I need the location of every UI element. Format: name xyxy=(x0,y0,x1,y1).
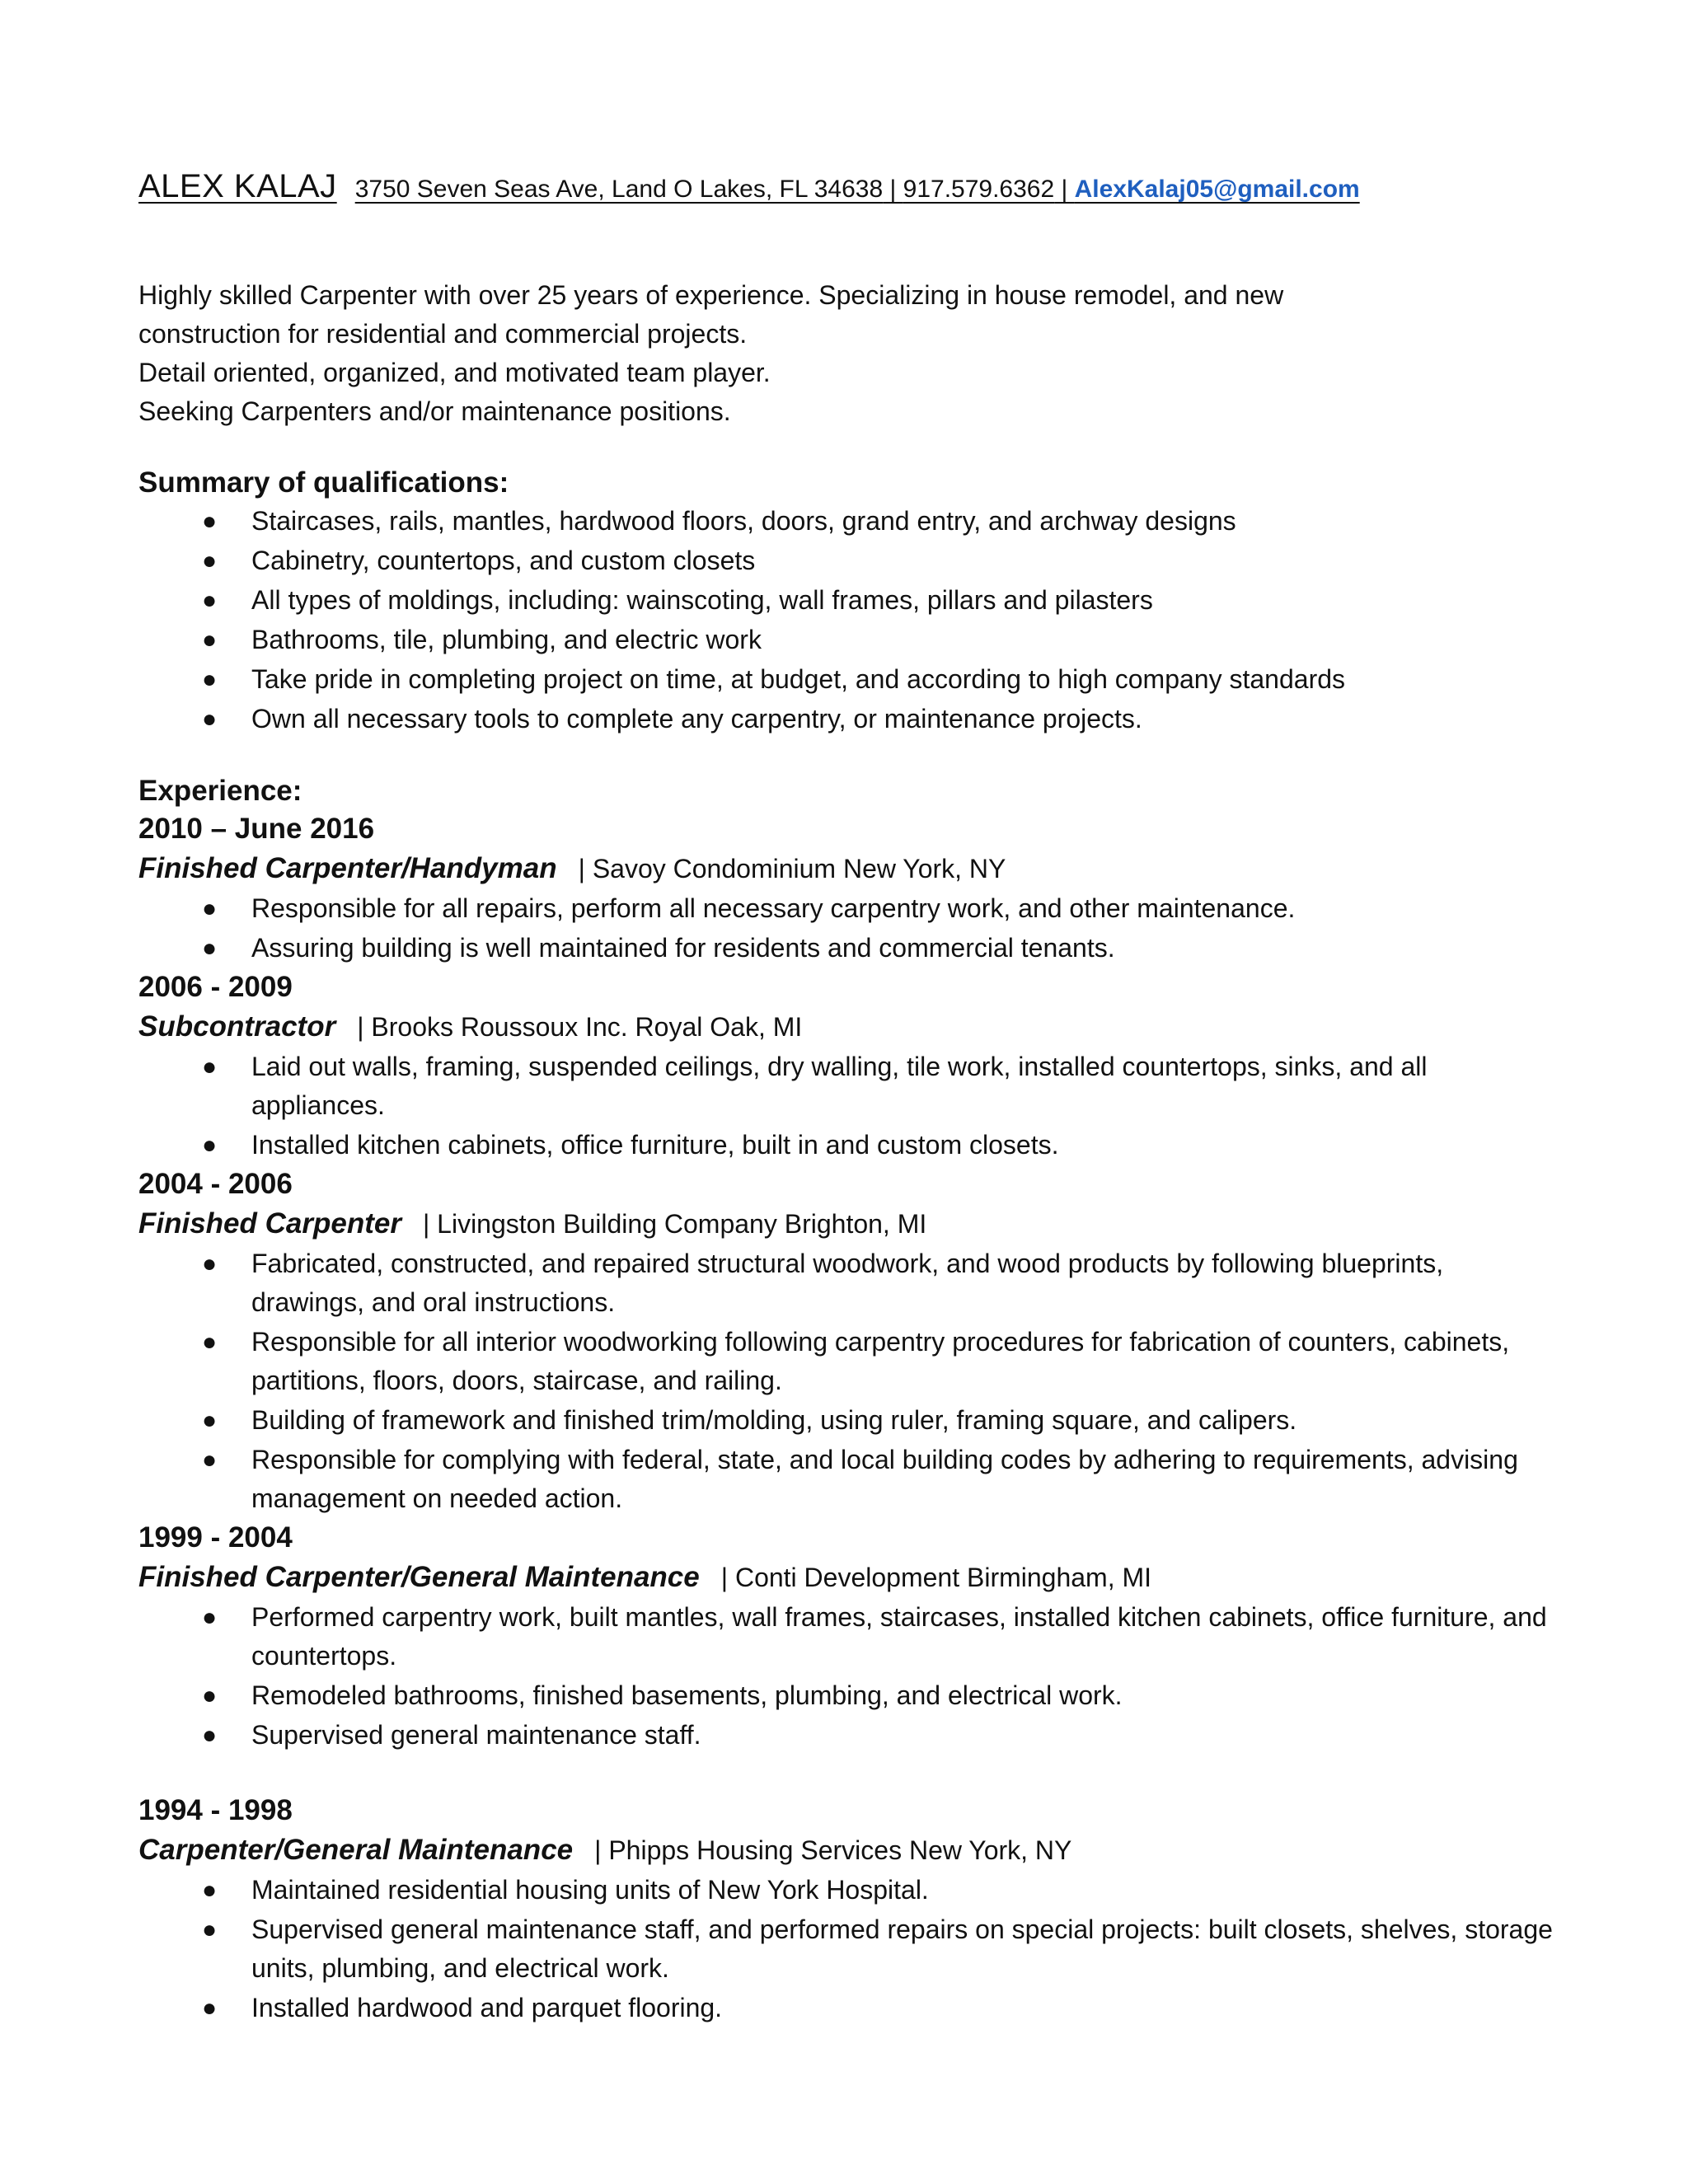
separator: | xyxy=(1054,176,1075,203)
bullet-icon: ● xyxy=(202,1407,218,1434)
duty-item xyxy=(202,1047,1556,1126)
job-entry xyxy=(138,810,1556,968)
duty-text: Supervised general maintenance staff, and performed repairs on special projects: built closets, shelves, storage units, plumbing, and electrical work. xyxy=(251,1915,1553,1983)
qualifications-list xyxy=(138,502,1556,739)
bullet-icon: ● xyxy=(202,1132,218,1159)
job-duties xyxy=(138,1871,1556,2028)
job-duties xyxy=(138,1598,1556,1755)
job-duties xyxy=(138,889,1556,968)
job-entry xyxy=(138,1792,1556,2028)
job-duties xyxy=(138,1244,1556,1519)
duty-item xyxy=(202,1598,1556,1676)
duty-text: Laid out walls, framing, suspended ceilings, dry walling, tile work, installed countertops, sinks, and all appliances. xyxy=(251,1052,1428,1120)
bullet-icon: ● xyxy=(202,1329,218,1356)
duty-item xyxy=(202,1716,1556,1755)
qualification-text: Staircases, rails, mantles, hardwood floors, doors, grand entry, and archway designs xyxy=(251,506,1236,536)
duty-item xyxy=(202,1441,1556,1519)
job-dates: 2004 - 2006 xyxy=(138,1168,293,1200)
bullet-icon: ● xyxy=(202,1604,218,1631)
duty-item xyxy=(202,1323,1556,1401)
job-title-line xyxy=(138,1557,1556,1598)
bullet-icon: ● xyxy=(202,1446,218,1474)
bullet-icon: ● xyxy=(202,547,218,574)
job-dates: 2010 – June 2016 xyxy=(138,813,375,845)
duty-text: Supervised general maintenance staff. xyxy=(251,1720,701,1750)
bullet-icon: ● xyxy=(202,935,218,962)
separator: | xyxy=(883,176,903,203)
duty-item xyxy=(202,1401,1556,1441)
qualification-text: Own all necessary tools to complete any carpentry, or maintenance projects. xyxy=(251,704,1142,733)
bullet-icon: ● xyxy=(202,1877,218,1904)
duty-item xyxy=(202,1676,1556,1716)
job-title: Finished Carpenter/Handyman xyxy=(138,852,557,884)
duty-text: Installed kitchen cabinets, office furniture, built in and custom closets. xyxy=(251,1130,1059,1160)
duty-text: Performed carpentry work, built mantles, wall frames, staircases, installed kitchen cabinets, office furniture, and countertops. xyxy=(251,1602,1547,1671)
qualification-text: All types of moldings, including: wainscoting, wall frames, pillars and pilasters xyxy=(251,585,1153,615)
qualification-text: Cabinetry, countertops, and custom closets xyxy=(251,546,756,575)
summary-line: Highly skilled Carpenter with over 25 years of experience. Specializing in house remodel, and new xyxy=(138,280,1284,310)
bullet-icon: ● xyxy=(202,508,218,535)
bullet-icon: ● xyxy=(202,666,218,693)
experience-heading: Experience: xyxy=(138,775,302,807)
qualification-text: Take pride in completing project on time, at budget, and according to high company standards xyxy=(251,664,1346,694)
duty-item xyxy=(202,1126,1556,1165)
bullet-icon: ● xyxy=(202,1250,218,1277)
bullet-icon: ● xyxy=(202,895,218,922)
job-entry xyxy=(138,1165,1556,1519)
qualification-item xyxy=(202,541,1556,581)
qualification-text: Bathrooms, tile, plumbing, and electric work xyxy=(251,625,762,654)
summary-line: construction for residential and commercial projects. xyxy=(138,319,748,349)
job-title-line xyxy=(138,1830,1556,1871)
duty-text: Assuring building is well maintained for residents and commercial tenants. xyxy=(251,933,1115,963)
candidate-name: ALEX KALAJ xyxy=(138,168,337,204)
duty-item xyxy=(202,1989,1556,2028)
job-company: | Phipps Housing Services New York, NY xyxy=(594,1835,1072,1865)
duty-text: Responsible for all repairs, perform all necessary carpentry work, and other maintenance. xyxy=(251,893,1296,923)
duty-text: Maintained residential housing units of New York Hospital. xyxy=(251,1875,929,1905)
bullet-icon: ● xyxy=(202,587,218,614)
job-dates: 2006 - 2009 xyxy=(138,971,293,1003)
job-entry xyxy=(138,1519,1556,1755)
qualification-item xyxy=(202,581,1556,621)
bullet-icon: ● xyxy=(202,1053,218,1080)
professional-summary xyxy=(138,276,1556,431)
email-link[interactable]: AlexKalaj05@gmail.com xyxy=(1074,176,1360,203)
qualification-item xyxy=(202,621,1556,660)
job-company: | Brooks Roussoux Inc. Royal Oak, MI xyxy=(357,1012,803,1042)
address: 3750 Seven Seas Ave, Land O Lakes, FL 34638 xyxy=(354,176,884,203)
qualification-item xyxy=(202,502,1556,541)
qualification-item xyxy=(202,660,1556,700)
resume-page xyxy=(138,162,1556,2028)
job-title: Finished Carpenter xyxy=(138,1207,401,1240)
bullet-icon: ● xyxy=(202,1682,218,1709)
bullet-icon: ● xyxy=(202,1916,218,1943)
bullet-icon: ● xyxy=(202,626,218,654)
job-title: Subcontractor xyxy=(138,1010,336,1043)
job-company: | Savoy Condominium New York, NY xyxy=(578,854,1006,883)
duty-item xyxy=(202,1871,1556,1910)
duty-item xyxy=(202,929,1556,968)
duty-text: Responsible for all interior woodworking following carpentry procedures for fabrication of counters, cabinets, partitions, floors, doors, staircase, and railing. xyxy=(251,1327,1510,1395)
bullet-icon: ● xyxy=(202,1722,218,1749)
job-title: Carpenter/General Maintenance xyxy=(138,1834,574,1866)
job-title-line xyxy=(138,1006,1556,1047)
qualification-item xyxy=(202,700,1556,739)
job-title: Finished Carpenter/General Maintenance xyxy=(138,1561,700,1593)
duty-item xyxy=(202,889,1556,929)
duty-text: Installed hardwood and parquet flooring. xyxy=(251,1993,723,2022)
bullet-icon: ● xyxy=(202,705,218,733)
duty-item xyxy=(202,1244,1556,1323)
job-company: | Conti Development Birmingham, MI xyxy=(720,1563,1152,1592)
job-dates: 1994 - 1998 xyxy=(138,1794,293,1826)
phone: 917.579.6362 xyxy=(903,176,1055,203)
resume-header xyxy=(138,162,1556,218)
job-entry xyxy=(138,968,1556,1165)
job-duties xyxy=(138,1047,1556,1165)
duty-item xyxy=(202,1910,1556,1989)
summary-line: Seeking Carpenters and/or maintenance positions. xyxy=(138,396,731,426)
bullet-icon: ● xyxy=(202,1994,218,2022)
job-dates: 1999 - 2004 xyxy=(138,1521,293,1554)
job-title-line xyxy=(138,1203,1556,1244)
duty-text: Fabricated, constructed, and repaired structural woodwork, and wood products by following blueprints, drawings, and oral instructions. xyxy=(251,1249,1444,1317)
duty-text: Responsible for complying with federal, state, and local building codes by adhering to requirements, advising management on needed action. xyxy=(251,1445,1518,1513)
qualifications-heading: Summary of qualifications: xyxy=(138,466,509,499)
job-company: | Livingston Building Company Brighton, MI xyxy=(422,1209,927,1239)
job-title-line xyxy=(138,848,1556,889)
summary-line: Detail oriented, organized, and motivated team player. xyxy=(138,358,771,387)
duty-text: Remodeled bathrooms, finished basements, plumbing, and electrical work. xyxy=(251,1680,1123,1710)
duty-text: Building of framework and finished trim/molding, using ruler, framing square, and calipers. xyxy=(251,1405,1297,1435)
